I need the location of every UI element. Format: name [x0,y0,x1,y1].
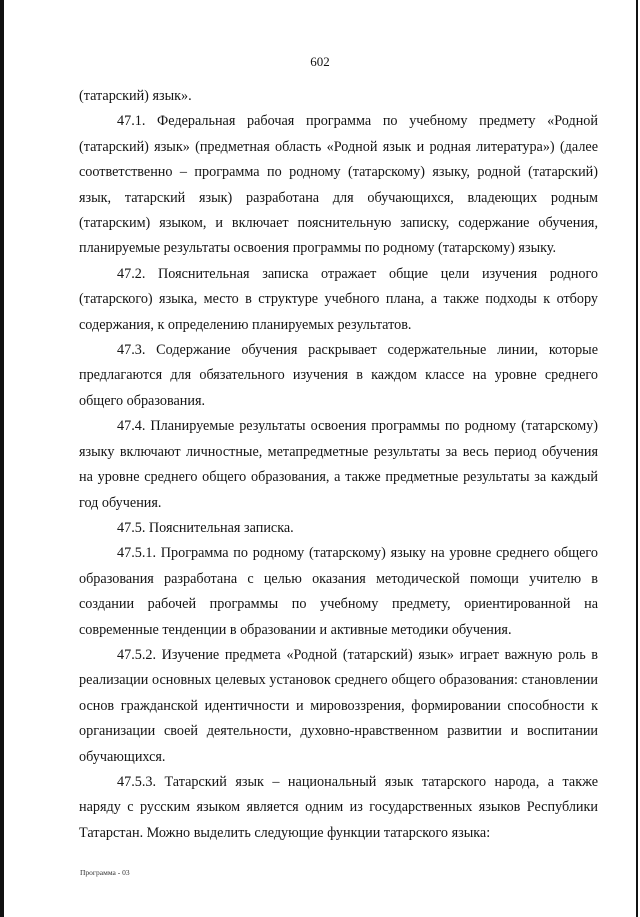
paragraph-47-5-3: 47.5.3. Татарский язык – национальный язык татарского народа, а также наряду с русским языком является одним из государственных языков Республики Татарстан. Можно выделить следующие функции татарского языка: [79,773,598,841]
paragraph-47-3: 47.3. Содержание обучения раскрывает содержательные линии, которые предлагаются для обязательного изучения в каждом классе на уровне среднего общего образования. [79,342,598,409]
paragraph-47-1: 47.1. Федеральная рабочая программа по учебному предмету «Родной (татарский) язык» (предметная область «Родной язык и родная литература») (далее соответственно – программа по родному (татарскому) языку, родной (татарский) язык, татарский язык) разработана для обучающихся, владеющих родным (татарским) языком, и включает пояснительную записку, содержание обучения, планируемые результаты освоения программы по родному (татарскому) языку. [79,113,598,257]
page-number: 602 [310,54,330,69]
paragraph-continuation: (татарский) язык». [79,88,192,104]
paragraph-47-5: 47.5. Пояснительная записка. [117,519,294,536]
scan-right-edge [636,0,638,917]
paragraph-47-5-2: 47.5.2. Изучение предмета «Родной (татарский) язык» играет важную роль в реализации основных целевых установок среднего общего образования: становлении основ гражданской идентичности и мировоззрения, формировании способности к организации своей деятельности, духовно-нравственном развитии и воспитании обучающихся. [79,646,598,765]
paragraph-47-4: 47.4. Планируемые результаты освоения программы по родному (татарскому) языку включают личностные, метапредметные результаты за весь период обучения на уровне среднего общего образования, а также предметные результаты за каждый год обучения. [79,418,598,511]
document-body [79,84,598,846]
footer-label: Программа - 03 [80,868,130,877]
paragraph-47-2: 47.2. Пояснительная записка отражает общие цели изучения родного (татарского) языка, место в структуре учебного плана, а также подходы к отбору содержания, к определению планируемых результатов. [79,265,598,333]
scan-left-edge [0,0,4,917]
paragraph-47-5-1: 47.5.1. Программа по родному (татарскому) языку на уровне среднего общего образования разработана с целью оказания методической помощи учителю в создании рабочей программы по учебному предмету, ориентированной на современные тенденции в образовании и активные методики обучения. [79,545,598,638]
